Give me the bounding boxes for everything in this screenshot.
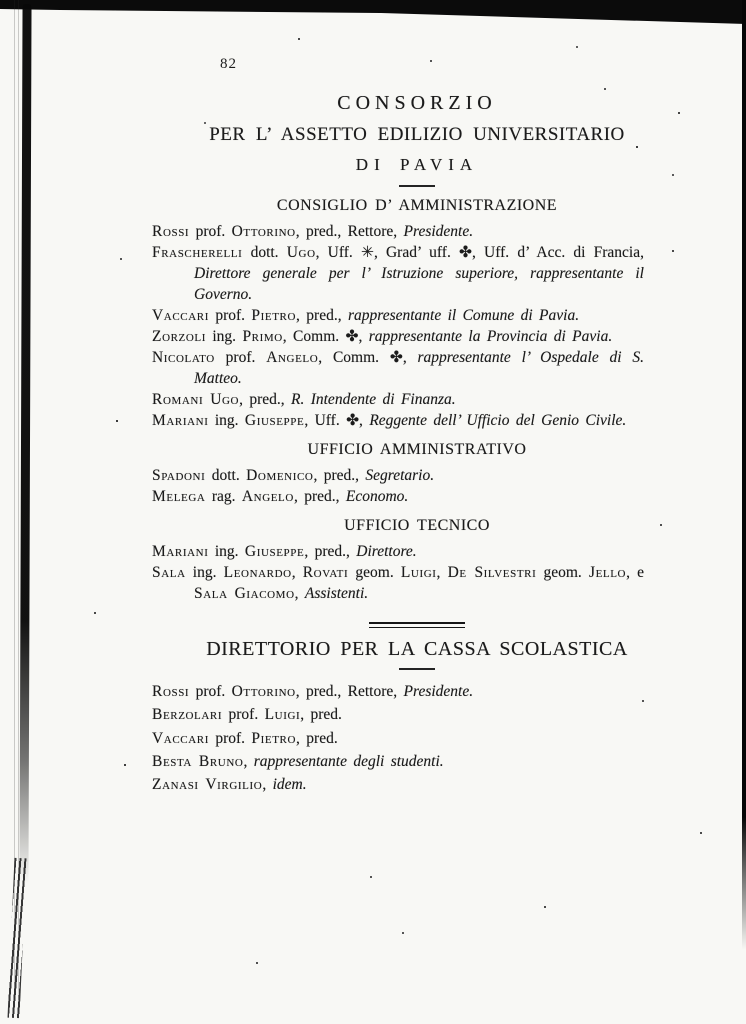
page-fold-line [19, 4, 31, 884]
scan-edge-right [742, 0, 746, 950]
entry: Vaccari prof. Pietro, pred. [152, 729, 338, 747]
entry: Romani Ugo, pred., R. Intendente di Finanza. [152, 391, 456, 408]
section-heading: CONSIGLIO D’ AMMINISTRAZIONE [276, 197, 558, 214]
entry: Mariani ing. Giuseppe, Uff. ✤, Reggente dell’ Ufficio del Genio Civile. [152, 412, 627, 429]
section-heading: UFFICIO AMMINISTRATIVO [307, 441, 527, 458]
heading-rule [399, 668, 435, 670]
section-heading: DIRETTORIO PER LA CASSA SCOLASTICA [206, 638, 628, 660]
book-binding-edge [0, 0, 15, 1018]
sections [152, 195, 644, 796]
entry: Zorzoli ing. Primo, Comm. ✤, rappresentante la Provincia di Pavia. [152, 328, 613, 345]
page-content [152, 0, 644, 796]
header-rule [399, 185, 435, 187]
section-heading: UFFICIO TECNICO [344, 517, 490, 534]
entry: Sala ing. Leonardo, Rovati geom. Luigi, De Silvestri geom. Jello, e Sala Giacomo, Assistenti. [152, 564, 645, 602]
section [152, 195, 644, 431]
document-header [190, 0, 644, 187]
entry: Mariani ing. Giuseppe, pred., Direttore. [152, 543, 417, 560]
entry: Zanasi Virgilio, idem. [152, 776, 307, 794]
section [152, 636, 644, 796]
title-line-consorzio: CONSORZIO [337, 92, 497, 114]
title-line-assetto: PER L’ ASSETTO EDILIZIO UNIVERSITARIO [209, 124, 625, 145]
section [152, 439, 644, 507]
title-line-di-pavia: DI PAVIA [355, 155, 479, 174]
entry: Melega rag. Angelo, pred., Economo. [152, 488, 409, 505]
section [152, 515, 644, 604]
entry: Rossi prof. Ottorino, pred., Rettore, Presidente. [152, 223, 474, 240]
entry: Vaccari prof. Pietro, pred., rappresentante il Comune di Pavia. [152, 307, 580, 324]
entry: Rossi prof. Ottorino, pred., Rettore, Presidente. [152, 683, 474, 700]
entry: Berzolari prof. Luigi, pred. [152, 706, 342, 724]
entry: Besta Bruno, rappresentante degli studenti. [152, 752, 444, 770]
scan-noise-specks [0, 0, 2, 2]
entry: Spadoni dott. Domenico, pred., Segretario. [152, 467, 435, 484]
entry: Nicolato prof. Angelo, Comm. ✤, rappresentante l’ Ospedale di S. Matteo. [152, 349, 644, 387]
section-divider [369, 622, 465, 628]
entry: Frascherelli dott. Ugo, Uff. ✳, Grad’ uff. ✤, Uff. d’ Acc. di Francia, Direttore generale per l’ Istruzione superiore, rappresentante il Governo. [152, 244, 644, 303]
page-number: 82 [220, 56, 237, 72]
